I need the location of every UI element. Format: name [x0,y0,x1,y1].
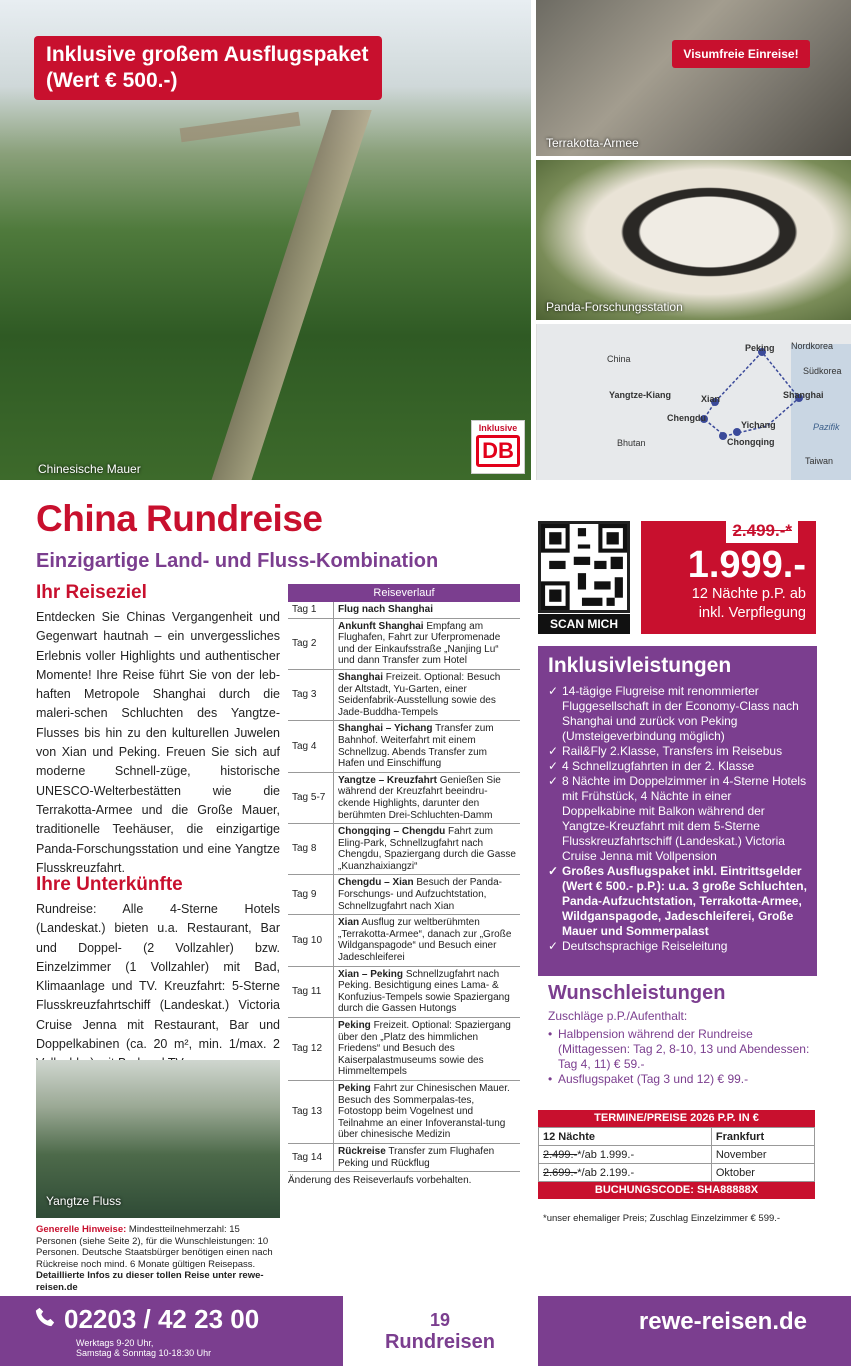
phone-number-row[interactable] [34,1304,259,1335]
itinerary-row [288,721,520,772]
col-airport: Frankfurt [711,1128,814,1146]
itinerary-title: Shanghai – Yichang [338,723,433,735]
itinerary-text [334,1018,520,1080]
wunsch-item: • Ausflugspaket (Tag 3 und 12) € 99.- [538,1072,817,1087]
footer-website[interactable] [538,1296,851,1366]
itinerary-day: Tag 12 [288,1018,334,1080]
map-label-nordkorea: Nordkorea [791,341,834,351]
itinerary-row [288,1018,520,1081]
itinerary-day: Tag 9 [288,875,334,914]
inclusive-box [538,646,817,976]
website-link[interactable]: rewe-reisen.de [638,1308,807,1335]
itinerary-row [288,602,520,619]
caption-terrakotta: Terrakotta-Armee [546,136,639,150]
map-label-peking: Peking [745,343,775,353]
itinerary-row [288,875,520,915]
scan-label: SCAN MICH [538,614,630,634]
itinerary-day: Tag 11 [288,967,334,1017]
itinerary-row [288,967,520,1018]
reiseziel-text: Entdecken Sie Chinas Vergangenheit und Gegenwart hautnah – ein unvergessliches Erlebnis voller Highlights und authentischer Momente! Ihre Reise führt Sie von der leb-haften Metropole Shanghai durch die maleri-schen Schluchten des Yangtze-Flusses bis hin zu den kulturellen Juwelen von Xian und Peking. Freuen Sie sich auf moderne Schnell-züge, historische UNESCO-Welterbestätten wie die Terrakotta-Armee und die Große Mauer, traditionelle Teehäuser, die einzigartige Panda-Forschungsstation und eine Yangtze Flusskreuzfahrt. [36,610,280,875]
itinerary-title: Shanghai [338,671,384,683]
map-label-shanghai: Shanghai [783,390,824,400]
itinerary-row [288,619,520,670]
itinerary-day: Tag 14 [288,1144,334,1171]
itinerary-day: Tag 2 [288,619,334,669]
itinerary-desc: Ausflug zur weltberühmten „Terrakotta-Armee“, danach zur „Große Wildganspagode“ und Besuch einer Jadeschleiferei [338,917,512,964]
unterkuenfte-section [36,874,280,1074]
itinerary-text [334,1081,520,1143]
hours-weekdays: Werktags 9-20 Uhr, [76,1338,154,1348]
col-nights: 12 Nächte [539,1128,712,1146]
page-title: China Rundreise [36,498,323,539]
itinerary-text [334,824,520,874]
map-label-bhutan: Bhutan [617,438,646,448]
price-line-1: 12 Nächte p.P. ab [691,586,806,602]
map-label-pazifik: Pazifik [813,422,840,432]
caption-fluss: Yangtze Fluss [46,1194,122,1208]
reiseziel-section [36,582,280,878]
itinerary-title: Chongqing – Chengdu [338,826,446,838]
itinerary-title: Rückreise [338,1145,386,1157]
itinerary-title: Ankunft Shanghai [338,620,424,632]
itinerary-text [334,1144,520,1171]
dates-heading: TERMINE/PREISE 2026 P.P. IN € [538,1110,815,1127]
booking-code: BUCHUNGSCODE: SHA88888X [538,1182,815,1199]
old-price: 2.499.-* [726,519,798,543]
itinerary-desc: Transfer zum Bahnhof. Weiterfahrt mit einem Schnellzug. Abends Transfer zum Hafen und Einschiffung [338,723,494,770]
new-price: 1.999.- [687,544,806,586]
itinerary-day: Tag 1 [288,602,334,618]
unterkuenfte-heading: Ihre Unterkünfte [36,874,183,895]
itinerary-text [334,967,520,1017]
phone-icon [34,1306,56,1328]
table-row [539,1164,815,1182]
itinerary-row [288,915,520,966]
row-month: Oktober [711,1164,814,1182]
reiseziel-heading: Ihr Reiseziel [36,582,147,603]
itinerary-text [334,721,520,771]
general-notes [36,1224,282,1293]
itinerary-day: Tag 4 [288,721,334,771]
itinerary-text [334,602,520,618]
itinerary-desc: Empfang am Flughafen, Fahrt zur Uferpromenade und der Einkaufsstraße „Nanjing Lu“ und dann Transfer zum Hotel [338,620,501,667]
map-label-taiwan: Taiwan [805,456,834,466]
itinerary-title: Xian [338,917,360,929]
caption-mauer: Chinesische Mauer [38,462,141,476]
itinerary-desc: Genießen Sie während der Kreuzfahrt beeindru-ckende Highlights, darunter den berühmten Drei-Schluchten-Damm [338,774,501,821]
inclusive-item: ✓ 4 Schnellzugfahrten in der 2. Klasse [548,759,807,774]
footer-contact [0,1296,343,1366]
banner-line-2: (Wert € 500.-) [46,69,178,92]
itinerary-text [334,915,520,965]
map-label-suedkorea: Südkorea [803,366,842,376]
price-footnote: *unser ehemaliger Preis; Zuschlag Einzelzimmer € 599.- [543,1213,781,1224]
notes-label: Generelle Hinweise: [36,1224,127,1235]
inclusive-heading: Inklusivleistungen [548,654,732,677]
qr-code[interactable] [538,521,630,613]
itinerary-desc: Freizeit. Optional: Spaziergang über den „Platz des himmlichen Friedens“ und Besuch des Kaiserpalastmuseums sowie des Himmeltempels [338,1020,511,1078]
map-label-xian: Xian [701,394,721,404]
hours-weekend: Samstag & Sonntag 10-18:30 Uhr [76,1348,212,1358]
yangtze-photo [36,1060,280,1218]
excursion-banner [34,36,382,100]
inclusive-item: ✓ Großes Ausflugspaket inkl. Eintrittsgelder (Wert € 500.- p.P.): u.a. 3 große Schluchten, Panda-Aufzuchtstation, Terrakotta-Armee, Wildganspagode, Jadeschleiferei, Große Mauer und Sommerpalast [548,864,807,939]
itinerary-title: Flug nach Shanghai [338,604,434,615]
unterkuenfte-text: Rundreise: Alle 4-Sterne Hotels (Landeskat.) bieten u.a. Restaurant, Bar und Doppel- (2 Vollzahler) bzw. Einzelzimmer (1 Vollzahler) mit Bad, Klimaanlage und TV. Kreuzfahrt: 5-Sterne Flusskreuzfahrtschiff (Landeskat.) Victoria Cruise Jenna mit Restaurant, Bar und Doppelkabinen (ca. 20 m², min. 1/max. 2 [36,902,280,1052]
map-label-chongqing: Chongqing [727,437,775,447]
itinerary-desc: Fahrt zum Eling-Park, Schnellzugfahrt nach Chengdu, Spaziergang durch die Gasse „Kuanzhaixiangzi“ [338,826,516,872]
hours [76,1338,211,1358]
itinerary-desc: Freizeit. Optional: Besuch der Altstadt, Yu-Garten, einer Seidenfabrik-Ausstellung sowie des Jade-Buddha-Tempels [338,671,501,718]
itinerary-desc: Besuch der Panda-Forschungs- und Aufzuchtstation, Schnellzugfahrt nach Xian [338,877,502,912]
page-subtitle: Einzigartige Land- und Fluss-Kombination [36,550,439,572]
itinerary-row [288,1081,520,1144]
section-name: Rundreisen [384,1331,496,1353]
inclusive-item: ✓ 14-tägige Flugreise mit renommierter Fluggesellschaft in der Economy-Class nach Shanghai und zurück von Peking (Umsteigeverbindung möglich) [548,684,807,744]
wunsch-heading: Wunschleistungen [548,982,726,1004]
row-new-price: */ab 2.199.- [577,1166,635,1179]
notes-link[interactable]: Detaillierte Infos zu dieser tollen Reise unter rewe-reisen.de [36,1270,264,1293]
itinerary-text [334,773,520,823]
wunsch-section [538,982,817,1087]
itinerary-row [288,773,520,824]
itinerary-text [334,875,520,914]
row-month: November [711,1146,814,1164]
wunsch-sub: Zuschläge p.P./Aufenthalt: [548,1009,688,1023]
itinerary-desc: Schnellzugfahrt nach Peking. Besichtigung eines Lama- & Konfuzius-Tempels sowie Spaziergang durch die Gassen Hutongs [338,968,510,1015]
banner-line-1: Inklusive großem Ausflugspaket [46,43,369,66]
map-label-yichang: Yichang [741,420,776,430]
itinerary-row [288,1144,520,1172]
itinerary-row [288,670,520,721]
itinerary-day: Tag 10 [288,915,334,965]
page-number: 19 [429,1310,451,1330]
route-map [536,324,851,480]
map-label-yangtze: Yangtze-Kiang [609,390,672,400]
db-logo: DB [476,435,520,467]
itinerary-text [334,619,520,669]
itinerary-row [288,824,520,875]
terracotta-photo [536,0,851,156]
itinerary-title: Chengdu – Xian [338,877,414,889]
price-box [641,521,816,634]
itinerary-day: Tag 13 [288,1081,334,1143]
itinerary-title: Peking [338,1020,371,1031]
price-line-2: inkl. Verpflegung [698,605,806,621]
row-old-price: 2.699.- [543,1166,578,1179]
itinerary-title: Peking [338,1082,371,1094]
phone-number: 02203 / 42 23 00 [64,1304,260,1334]
itinerary-text [334,670,520,720]
itinerary-table [288,584,520,1186]
caption-panda: Panda-Forschungsstation [546,300,683,314]
page-footer-center [349,1296,531,1366]
itinerary-day: Tag 5-7 [288,773,334,823]
panda-photo [536,160,851,320]
map-label-china: China [607,354,631,364]
itinerary-title: Xian – Peking [338,968,404,980]
itinerary-day: Tag 8 [288,824,334,874]
qr-pattern [541,524,627,610]
itinerary-desc: Transfer zum Flughafen Peking und Rückflug [338,1145,495,1169]
itinerary-title: Yangtze – Kreuzfahrt [338,774,437,786]
wunsch-item: • Halbpension während der Rundreise (Mittagessen: Tag 2, 8-10, 13 und Abendessen: Tag 4, 11) € 59.- [538,1027,817,1072]
notes-text: Mindestteilnehmerzahl: 15 Personen (siehe Seite 2), für die Wunschleistungen: 10 Personen. Deutsche Staatsbürger benötigen einen nach Rückreise noch mind. 6 Monate gültigen Reisepass. [36,1224,273,1270]
map-label-chengdu: Chengdu [667,413,706,423]
itinerary-desc: Fahrt zur Chinesischen Mauer. Besuch des Sommerpalas-tes, Fotostopp beim Vogelnest und Teilnahme an einer Infoveranstal-tung über chinesische Medizin [338,1082,510,1141]
dates-prices-table [538,1110,815,1199]
visa-badge: Visumfreie Einreise! [672,40,810,68]
table-row [539,1146,815,1164]
db-inklusive-label: Inklusive [478,423,518,433]
db-badge [471,420,525,474]
itinerary-footer: Änderung des Reiseverlaufs vorbehalten. [288,1175,472,1187]
inclusive-item: ✓ Deutschsprachige Reiseleitung [548,939,807,954]
table-header-row [539,1128,815,1146]
itinerary-heading: Reiseverlauf [288,584,520,602]
itinerary-day: Tag 3 [288,670,334,720]
row-old-price: 2.499.- [543,1148,578,1161]
row-new-price: */ab 1.999.- [577,1148,635,1161]
inclusive-item: ✓ Rail&Fly 2.Klasse, Transfers im Reisebus [548,744,807,759]
inclusive-item: ✓ 8 Nächte im Doppelzimmer in 4-Sterne Hotels mit Frühstück, 4 Nächte in einer Doppelkabine mit Balkon während der Yangtze-Kreuzfahrt mit dem 5-Sterne Flusskreuzfahrtschiff (Landeskat.) Victoria Cruise Jenna mit Vollpension [548,774,807,864]
